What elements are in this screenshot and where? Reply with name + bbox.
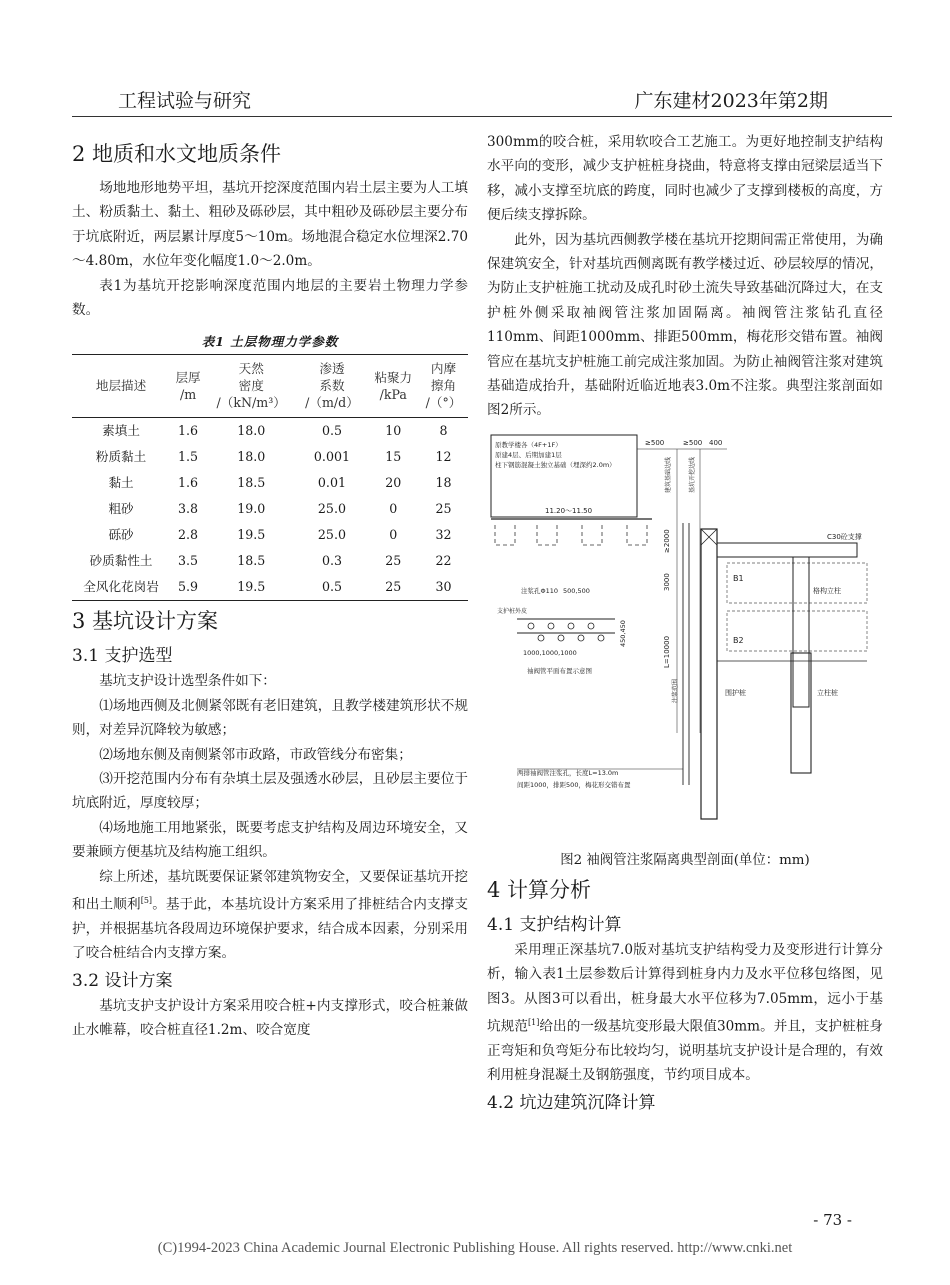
table-1-header-2-line-1: 密度 bbox=[238, 378, 264, 394]
table-1-cell: 3.5 bbox=[178, 553, 199, 569]
table-1-cell: 1.6 bbox=[178, 423, 199, 439]
citation-1: [1] bbox=[527, 1018, 540, 1028]
section-2-paragraph-1: 场地地形地势平坦，基坑开挖深度范围内岩土层主要为人工填土、粉质黏土、黏土、粗砂及砾砂层，其中粗砂及砾砂层主要分布于坑底附近，两层累计厚度5～10m。场地混合稳定水位埋深2.70～4.80m，水位年变化幅度1.0～2.0m。 bbox=[72, 180, 468, 270]
table-1-cell: 25 bbox=[435, 501, 452, 517]
table-1-cell: 25.0 bbox=[317, 501, 346, 517]
fig-b1-label: B1 bbox=[733, 573, 744, 583]
table-1-cell: 25 bbox=[385, 579, 402, 595]
header-rule bbox=[72, 116, 892, 117]
fig-hole-spec-note: 间距1000，排距500，梅花形交错布置 bbox=[517, 780, 631, 789]
column-pile bbox=[791, 653, 811, 773]
figure-2-caption: 图2 袖阀管注浆隔离典型剖面(单位：mm) bbox=[560, 852, 810, 868]
table-1-header-4 bbox=[368, 355, 419, 418]
table-1-cell: 0.3 bbox=[321, 553, 342, 569]
table-1-cell: 粉质黏土 bbox=[95, 449, 147, 465]
calculation-text-b: 给出的一级基坑变形最大限值30mm。并且，支护桩桩身正弯矩和负弯矩分布比较均匀，说明基坑支护设计是合理的，有效利用桩身混凝土及钢筋强度，节约项目成本。 bbox=[487, 1018, 884, 1084]
fig-c30-label: C30砼支撑 bbox=[827, 532, 862, 541]
page-number: - 73 - bbox=[813, 1211, 852, 1229]
table-1-cell: 1.5 bbox=[178, 449, 199, 465]
grouting-paragraph: 此外，因为基坑西侧教学楼在基坑开挖期间需正常使用，为确保建筑安全，针对基坑西侧离既有教学楼过近、砂层较厚的情况，为防止支护桩施工扰动及成孔时砂土流失导致基础沉降过大，在支护桩外侧采取袖阀管注浆加固隔离。袖阀管注浆钻孔直径110mm、间距1000mm、排距500mm，梅花形交错布置。袖阀管应在基坑支护桩施工前完成注浆加固。为防止袖阀管注浆对建筑基础造成抬升，基础附近临近地表3.0m不注浆。典型注浆剖面如图2所示。 bbox=[487, 231, 883, 419]
table-1-header-4-line-1: /kPa bbox=[379, 386, 407, 402]
table-1-cell: 5.9 bbox=[178, 579, 199, 595]
section-4-title: 4 计算分析 bbox=[487, 877, 592, 902]
table-1-caption: 表1 土层物理力学参数 bbox=[201, 334, 339, 350]
table-1-row bbox=[72, 496, 468, 522]
right-column bbox=[487, 130, 883, 1116]
summary-text-b: 。基于此，本基坑设计方案采用了排桩结合内支撑支护，并根据基坑各段周边环境保护要求，结合成本因素，分别采用了咬合桩结合内支撑方案。 bbox=[72, 896, 469, 962]
fig-building-label-1: 原教学楼各（4F+1F） bbox=[495, 440, 562, 449]
table-1 bbox=[72, 354, 468, 601]
fig-dim-500-a: ≥500 bbox=[645, 438, 665, 447]
table-1-row bbox=[72, 548, 468, 574]
table-1-cell: 1.6 bbox=[178, 475, 199, 491]
table-1-header-1-line-0: 层厚 bbox=[175, 369, 201, 385]
fig-plan-row-label: 450,450 bbox=[619, 619, 627, 647]
table-1-cell: 30 bbox=[435, 579, 452, 595]
journal-section-header: 工程试验与研究 bbox=[118, 90, 252, 112]
retaining-pile bbox=[701, 529, 717, 819]
copyright-footer: (C)1994-2023 China Academic Journal Electronic Publishing House. All rights reserved. http://www.cnki.net bbox=[157, 1240, 793, 1256]
fig-pile-skin-label: 支护桩外皮 bbox=[497, 607, 528, 615]
left-column bbox=[72, 130, 468, 1043]
condition-item-2: ⑵场地东侧及南侧紧邻市政路，市政管线分布密集； bbox=[99, 746, 412, 763]
fig-dim-400: 400 bbox=[709, 438, 723, 447]
table-1-cell: 12 bbox=[435, 449, 452, 465]
table-1-cell: 32 bbox=[435, 527, 452, 543]
fig-hole-length-note: 两排袖阀管注浆孔，长度L=13.0m bbox=[517, 768, 619, 777]
table-1-header-5-line-0: 内摩 bbox=[430, 361, 457, 377]
section-2-title: 2 地质和水文地质条件 bbox=[72, 142, 282, 166]
subsection-4-1-title: 4.1 支护结构计算 bbox=[487, 914, 622, 935]
table-1-header-2 bbox=[206, 355, 296, 418]
fig-b2-label: B2 bbox=[733, 635, 744, 645]
design-scheme-continued: 300mm的咬合桩，采用软咬合工艺施工。为更好地控制支护结构水平向的变形，减少支护桩桩身挠曲，特意将支撑由冠梁层适当下移，减小支撑至坑底的跨度，同时也减少了支撑到楼板的高度，方便后续支撑拆除。 bbox=[487, 134, 883, 224]
fig-building-label-2: 原建4层、后期加建1层 bbox=[495, 450, 562, 459]
table-1-header-3 bbox=[296, 355, 367, 418]
table-1-header-row bbox=[72, 355, 468, 418]
selection-intro: 基坑支护设计选型条件如下： bbox=[99, 673, 276, 690]
section-2-paragraph-2: 表1为基坑开挖影响深度范围内地层的主要岩土物理力学参数。 bbox=[72, 277, 468, 319]
citation-5: [5] bbox=[140, 896, 153, 906]
fig-dim-3000: 3000 bbox=[663, 573, 671, 591]
table-1-cell: 25 bbox=[385, 553, 402, 569]
fig-excavation-edge-label: 基坑开挖边线 bbox=[689, 456, 696, 493]
summary-paragraph bbox=[72, 865, 468, 966]
table-1-cell: 0.01 bbox=[317, 475, 346, 491]
table-1-header-5 bbox=[419, 355, 468, 418]
fig-elevation-label: 11.20～11.50 bbox=[545, 506, 593, 515]
condition-item-1: ⑴场地西侧及北侧紧邻既有老旧建筑，且教学楼建筑形状不规则，对差异沉降较为敏感； bbox=[72, 697, 468, 739]
table-1-cell: 18.0 bbox=[237, 449, 266, 465]
condition-item-4: ⑷场地施工用地紧张，既要考虑支护结构及周边环境安全，又要兼顾方便基坑及结构施工组织。 bbox=[72, 819, 468, 861]
table-1-cell: 砂质黏性土 bbox=[89, 553, 153, 569]
table-1-cell: 黏土 bbox=[108, 475, 134, 491]
table-1-cell: 3.8 bbox=[178, 501, 199, 517]
table-1-cell: 0.001 bbox=[313, 449, 350, 465]
table-1-cell: 2.8 bbox=[178, 527, 199, 543]
fig-plan-title: 袖阀管平面布置示意图 bbox=[527, 666, 592, 675]
table-1-cell: 0.5 bbox=[321, 579, 342, 595]
table-1-header-3-line-1: 系数 bbox=[319, 378, 345, 394]
figure-2-drawing bbox=[487, 433, 883, 841]
table-1-header-2-line-0: 天然 bbox=[238, 361, 264, 377]
strut bbox=[717, 543, 857, 557]
table-1-cell: 粗砂 bbox=[108, 501, 134, 517]
calculation-text-a: 采用理正深基坑7.0版对基坑支护结构受力及变形进行计算分析，输入表1土层参数后计算得到桩身内力及水平位移包络图，见图3。从图3可以看出，桩身最大水平位移为7.05mm，远小于基坑规范 bbox=[487, 941, 883, 1035]
table-1-header-3-line-0: 渗透 bbox=[319, 361, 345, 377]
fig-plan-spacing-label: 1000,1000,1000 bbox=[523, 648, 577, 657]
table-1-header-1 bbox=[170, 355, 206, 418]
table-1-header-0-line-0: 地层描述 bbox=[95, 378, 147, 394]
table-1-cell: 18.0 bbox=[237, 423, 266, 439]
design-scheme-paragraph: 基坑支护支护设计方案采用咬合桩+内支撑形式，咬合桩兼做止水帷幕，咬合桩直径1.2m、咬合宽度 bbox=[72, 997, 468, 1039]
table-1-row bbox=[72, 444, 468, 470]
subsection-3-1-title: 3.1 支护选型 bbox=[72, 646, 173, 667]
table-1-cell: 8 bbox=[439, 423, 448, 439]
table-1-cell: 25.0 bbox=[317, 527, 346, 543]
fig-hole-dia-label: 注浆孔Φ110 bbox=[521, 586, 559, 595]
fig-dim-2000: ≥2000 bbox=[663, 529, 671, 553]
table-1-cell: 18.5 bbox=[237, 475, 266, 491]
table-1-cell: 22 bbox=[435, 553, 452, 569]
fig-foundation-edge-label: 建筑基础边线 bbox=[665, 456, 672, 493]
calculation-paragraph bbox=[487, 938, 883, 1088]
fig-dim-10000: L=10000 bbox=[663, 635, 671, 668]
table-1-header-5-line-2: /（°） bbox=[425, 395, 462, 411]
condition-item-3: ⑶开挖范围内分布有杂填土层及强透水砂层，且砂层主要位于坑底附近，厚度较厚； bbox=[72, 771, 468, 812]
table-1-header-4-line-0: 粘聚力 bbox=[374, 369, 413, 385]
fig-dim-500-b: ≥500 bbox=[683, 438, 703, 447]
subsection-3-2-title: 3.2 设计方案 bbox=[72, 970, 173, 991]
table-1-cell: 19.5 bbox=[237, 579, 266, 595]
fig-lattice-label: 格构立柱 bbox=[813, 586, 841, 595]
table-1-row bbox=[72, 418, 468, 445]
table-1-cell: 19.0 bbox=[237, 501, 266, 517]
table-1-header-2-line-2: /（kN/m³） bbox=[216, 395, 286, 411]
table-1-row bbox=[72, 522, 468, 548]
lattice-column bbox=[793, 557, 809, 707]
table-1-row bbox=[72, 470, 468, 496]
table-1-cell: 10 bbox=[385, 423, 402, 439]
table-1-cell: 18 bbox=[435, 475, 452, 491]
section-3-title: 3 基坑设计方案 bbox=[72, 609, 219, 634]
table-1-cell: 0 bbox=[389, 501, 398, 517]
fig-retaining-pile-label: 围护桩 bbox=[725, 688, 746, 697]
table-1-row bbox=[72, 574, 468, 601]
fig-column-pile-label: 立柱桩 bbox=[817, 688, 838, 697]
table-1-cell: 全风化花岗岩 bbox=[83, 579, 159, 595]
table-1-cell: 20 bbox=[385, 475, 402, 491]
table-1-header-0 bbox=[72, 355, 170, 418]
table-1-body bbox=[72, 418, 468, 601]
table-1-header-1-line-1: /m bbox=[179, 386, 197, 402]
table-1-cell: 素填土 bbox=[102, 423, 140, 439]
subsection-4-2-title: 4.2 坑边建筑沉降计算 bbox=[487, 1092, 656, 1113]
table-1-cell: 19.5 bbox=[237, 527, 266, 543]
fig-building-label-3: 柱下钢筋混凝土独立基础（埋深约2.0m） bbox=[495, 460, 616, 469]
fig-hole-spacing-label: 500,500 bbox=[563, 586, 590, 595]
table-1-cell: 0 bbox=[389, 527, 398, 543]
summary-text-a: 综上所述，基坑既要保证紧邻建筑物安全，又要保证基坑开挖和出土顺利 bbox=[72, 868, 468, 913]
table-1-cell: 15 bbox=[385, 449, 402, 465]
fig-grout-range: 注浆范围 bbox=[672, 678, 679, 703]
table-1-cell: 0.5 bbox=[321, 423, 342, 439]
table-1-header-5-line-1: 擦角 bbox=[430, 378, 457, 394]
table-1-cell: 砾砂 bbox=[108, 527, 134, 543]
journal-issue-header: 广东建材2023年第2期 bbox=[634, 90, 828, 112]
table-1-cell: 18.5 bbox=[237, 553, 266, 569]
table-1-header-3-line-2: /（m/d） bbox=[305, 395, 359, 411]
figure-2 bbox=[487, 433, 883, 841]
